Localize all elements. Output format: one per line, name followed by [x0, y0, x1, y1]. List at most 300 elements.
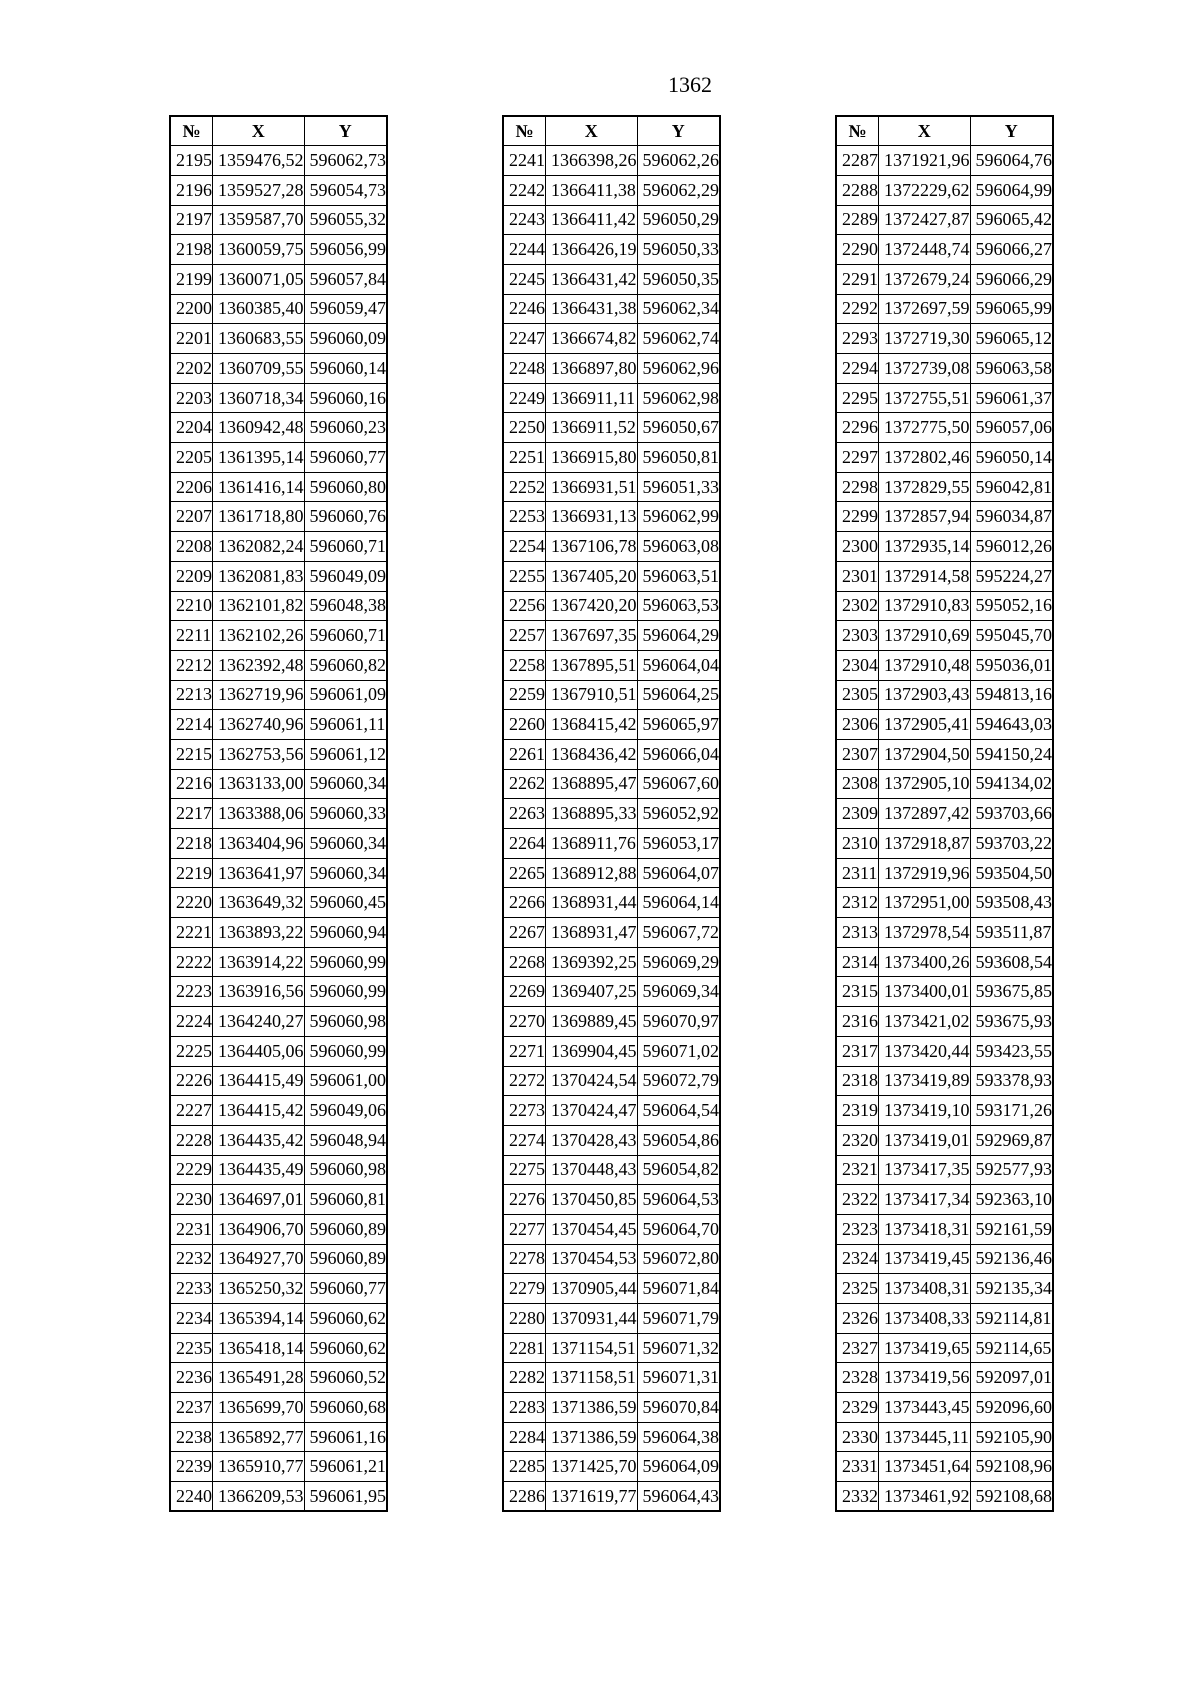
x-coordinate-cell: 1366209,53	[213, 1482, 305, 1512]
x-coordinate-cell: 1368931,47	[546, 918, 638, 948]
point-number-cell: 2258	[503, 650, 546, 680]
y-coordinate-cell: 596064,04	[637, 650, 720, 680]
y-coordinate-cell: 596060,45	[304, 888, 387, 918]
point-number-cell: 2307	[836, 739, 879, 769]
y-coordinate-cell: 596060,16	[304, 383, 387, 413]
point-number-cell: 2257	[503, 621, 546, 651]
table-row	[170, 1393, 387, 1423]
x-coordinate-cell: 1364906,70	[213, 1214, 305, 1244]
x-coordinate-cell: 1367697,35	[546, 621, 638, 651]
y-coordinate-cell: 596060,81	[304, 1185, 387, 1215]
y-coordinate-cell: 596050,29	[637, 205, 720, 235]
point-number-cell: 2273	[503, 1096, 546, 1126]
point-number-cell: 2290	[836, 235, 879, 265]
table-row	[836, 1482, 1053, 1512]
x-coordinate-cell: 1373443,45	[879, 1393, 971, 1423]
table-row	[503, 383, 720, 413]
x-coordinate-cell: 1373419,10	[879, 1096, 971, 1126]
y-coordinate-cell: 592114,65	[970, 1333, 1053, 1363]
x-coordinate-cell: 1364405,06	[213, 1036, 305, 1066]
x-coordinate-cell: 1364415,49	[213, 1066, 305, 1096]
point-number-cell: 2308	[836, 769, 879, 799]
y-coordinate-cell: 596054,86	[637, 1125, 720, 1155]
x-coordinate-cell: 1373461,92	[879, 1482, 971, 1512]
point-number-cell: 2215	[170, 739, 213, 769]
table-row	[836, 1244, 1053, 1274]
x-coordinate-cell: 1373451,64	[879, 1452, 971, 1482]
y-coordinate-cell: 592114,81	[970, 1304, 1053, 1334]
point-number-cell: 2275	[503, 1155, 546, 1185]
point-number-cell: 2217	[170, 799, 213, 829]
point-number-cell: 2197	[170, 205, 213, 235]
y-coordinate-cell: 596060,89	[304, 1214, 387, 1244]
table-row	[503, 1066, 720, 1096]
point-number-cell: 2240	[170, 1482, 213, 1512]
point-number-cell: 2268	[503, 947, 546, 977]
point-number-cell: 2266	[503, 888, 546, 918]
table-row	[503, 1125, 720, 1155]
table-row	[503, 739, 720, 769]
x-coordinate-cell: 1372951,00	[879, 888, 971, 918]
table-row	[503, 175, 720, 205]
column-header-number: №	[503, 116, 546, 146]
x-coordinate-cell: 1372857,94	[879, 502, 971, 532]
y-coordinate-cell: 596064,25	[637, 680, 720, 710]
table-row	[836, 324, 1053, 354]
y-coordinate-cell: 596064,76	[970, 146, 1053, 176]
table-row	[503, 858, 720, 888]
table-row	[836, 502, 1053, 532]
y-coordinate-cell: 596060,99	[304, 947, 387, 977]
header-row	[836, 116, 1053, 146]
x-coordinate-cell: 1370428,43	[546, 1125, 638, 1155]
y-coordinate-cell: 596071,84	[637, 1274, 720, 1304]
x-coordinate-cell: 1372755,51	[879, 383, 971, 413]
x-coordinate-cell: 1372904,50	[879, 739, 971, 769]
point-number-cell: 2279	[503, 1274, 546, 1304]
x-coordinate-cell: 1370448,43	[546, 1155, 638, 1185]
point-number-cell: 2282	[503, 1363, 546, 1393]
column-header-x: X	[879, 116, 971, 146]
point-number-cell: 2330	[836, 1422, 879, 1452]
x-coordinate-cell: 1362719,96	[213, 680, 305, 710]
table-row	[836, 443, 1053, 473]
x-coordinate-cell: 1372905,10	[879, 769, 971, 799]
x-coordinate-cell: 1373419,01	[879, 1125, 971, 1155]
x-coordinate-cell: 1362102,26	[213, 621, 305, 651]
table-row	[836, 354, 1053, 384]
table-row	[836, 1363, 1053, 1393]
y-coordinate-cell: 596051,33	[637, 472, 720, 502]
table-row	[170, 680, 387, 710]
y-coordinate-cell: 596049,06	[304, 1096, 387, 1126]
table-row	[170, 710, 387, 740]
x-coordinate-cell: 1362753,56	[213, 739, 305, 769]
x-coordinate-cell: 1372448,74	[879, 235, 971, 265]
table-row	[503, 829, 720, 859]
y-coordinate-cell: 596062,26	[637, 146, 720, 176]
x-coordinate-cell: 1372919,96	[879, 858, 971, 888]
x-coordinate-cell: 1368931,44	[546, 888, 638, 918]
table-row	[836, 1393, 1053, 1423]
x-coordinate-cell: 1360071,05	[213, 264, 305, 294]
y-coordinate-cell: 596071,31	[637, 1363, 720, 1393]
table-row	[503, 918, 720, 948]
y-coordinate-cell: 596048,94	[304, 1125, 387, 1155]
y-coordinate-cell: 596064,07	[637, 858, 720, 888]
y-coordinate-cell: 592969,87	[970, 1125, 1053, 1155]
x-coordinate-cell: 1366897,80	[546, 354, 638, 384]
table-row	[503, 1036, 720, 1066]
x-coordinate-cell: 1369904,45	[546, 1036, 638, 1066]
y-coordinate-cell: 596070,84	[637, 1393, 720, 1423]
table-row	[836, 205, 1053, 235]
table-row	[170, 1304, 387, 1334]
y-coordinate-cell: 596059,47	[304, 294, 387, 324]
y-coordinate-cell: 596063,51	[637, 561, 720, 591]
y-coordinate-cell: 596060,98	[304, 1155, 387, 1185]
x-coordinate-cell: 1367895,51	[546, 650, 638, 680]
table-row	[170, 1096, 387, 1126]
y-coordinate-cell: 596052,92	[637, 799, 720, 829]
y-coordinate-cell: 596060,77	[304, 1274, 387, 1304]
table-row	[170, 354, 387, 384]
y-coordinate-cell: 596063,53	[637, 591, 720, 621]
x-coordinate-cell: 1370424,47	[546, 1096, 638, 1126]
table-row	[170, 621, 387, 651]
table-row	[836, 532, 1053, 562]
table-row	[503, 888, 720, 918]
x-coordinate-cell: 1373445,11	[879, 1422, 971, 1452]
point-number-cell: 2291	[836, 264, 879, 294]
table-row	[503, 1185, 720, 1215]
table-row	[836, 918, 1053, 948]
point-number-cell: 2265	[503, 858, 546, 888]
point-number-cell: 2276	[503, 1185, 546, 1215]
y-coordinate-cell: 596056,99	[304, 235, 387, 265]
point-number-cell: 2262	[503, 769, 546, 799]
x-coordinate-cell: 1363914,22	[213, 947, 305, 977]
y-coordinate-cell: 595224,27	[970, 561, 1053, 591]
table-row	[836, 799, 1053, 829]
y-coordinate-cell: 596050,14	[970, 443, 1053, 473]
table-row	[836, 235, 1053, 265]
point-number-cell: 2246	[503, 294, 546, 324]
y-coordinate-cell: 596065,12	[970, 324, 1053, 354]
x-coordinate-cell: 1372427,87	[879, 205, 971, 235]
table-row	[503, 235, 720, 265]
point-number-cell: 2220	[170, 888, 213, 918]
y-coordinate-cell: 596065,99	[970, 294, 1053, 324]
point-number-cell: 2298	[836, 472, 879, 502]
y-coordinate-cell: 596060,62	[304, 1304, 387, 1334]
table-row	[503, 1482, 720, 1512]
x-coordinate-cell: 1368895,47	[546, 769, 638, 799]
coordinate-table-3	[835, 115, 1054, 1512]
column-header-x: X	[213, 116, 305, 146]
y-coordinate-cell: 593171,26	[970, 1096, 1053, 1126]
table-row	[503, 146, 720, 176]
point-number-cell: 2281	[503, 1333, 546, 1363]
table-row	[836, 146, 1053, 176]
y-coordinate-cell: 596063,58	[970, 354, 1053, 384]
table-row	[170, 1155, 387, 1185]
column-header-y: Y	[637, 116, 720, 146]
point-number-cell: 2271	[503, 1036, 546, 1066]
x-coordinate-cell: 1373417,35	[879, 1155, 971, 1185]
point-number-cell: 2254	[503, 532, 546, 562]
table-row	[836, 591, 1053, 621]
x-coordinate-cell: 1360942,48	[213, 413, 305, 443]
x-coordinate-cell: 1363893,22	[213, 918, 305, 948]
y-coordinate-cell: 596064,43	[637, 1482, 720, 1512]
y-coordinate-cell: 596062,34	[637, 294, 720, 324]
table-row	[503, 680, 720, 710]
point-number-cell: 2311	[836, 858, 879, 888]
point-number-cell: 2236	[170, 1363, 213, 1393]
table-row	[836, 1036, 1053, 1066]
x-coordinate-cell: 1373421,02	[879, 1007, 971, 1037]
table-row	[170, 383, 387, 413]
table-row	[836, 561, 1053, 591]
x-coordinate-cell: 1365491,28	[213, 1363, 305, 1393]
y-coordinate-cell: 596069,34	[637, 977, 720, 1007]
table-row	[503, 443, 720, 473]
y-coordinate-cell: 596063,08	[637, 532, 720, 562]
x-coordinate-cell: 1366911,52	[546, 413, 638, 443]
point-number-cell: 2230	[170, 1185, 213, 1215]
column-header-number: №	[170, 116, 213, 146]
point-number-cell: 2201	[170, 324, 213, 354]
table-row	[836, 621, 1053, 651]
y-coordinate-cell: 593608,54	[970, 947, 1053, 977]
point-number-cell: 2323	[836, 1214, 879, 1244]
x-coordinate-cell: 1360718,34	[213, 383, 305, 413]
x-coordinate-cell: 1372802,46	[879, 443, 971, 473]
table-row	[503, 1333, 720, 1363]
y-coordinate-cell: 596064,29	[637, 621, 720, 651]
point-number-cell: 2247	[503, 324, 546, 354]
table-row	[170, 443, 387, 473]
point-number-cell: 2313	[836, 918, 879, 948]
x-coordinate-cell: 1373420,44	[879, 1036, 971, 1066]
table-row	[836, 829, 1053, 859]
point-number-cell: 2196	[170, 175, 213, 205]
point-number-cell: 2218	[170, 829, 213, 859]
header-row	[170, 116, 387, 146]
x-coordinate-cell: 1366411,42	[546, 205, 638, 235]
point-number-cell: 2296	[836, 413, 879, 443]
y-coordinate-cell: 596060,71	[304, 621, 387, 651]
x-coordinate-cell: 1366431,38	[546, 294, 638, 324]
point-number-cell: 2312	[836, 888, 879, 918]
x-coordinate-cell: 1371425,70	[546, 1452, 638, 1482]
point-number-cell: 2304	[836, 650, 879, 680]
y-coordinate-cell: 596071,02	[637, 1036, 720, 1066]
table-row	[170, 829, 387, 859]
point-number-cell: 2208	[170, 532, 213, 562]
x-coordinate-cell: 1364435,42	[213, 1125, 305, 1155]
table-row	[170, 175, 387, 205]
table-row	[170, 769, 387, 799]
point-number-cell: 2261	[503, 739, 546, 769]
point-number-cell: 2199	[170, 264, 213, 294]
x-coordinate-cell: 1366931,51	[546, 472, 638, 502]
y-coordinate-cell: 596064,14	[637, 888, 720, 918]
point-number-cell: 2224	[170, 1007, 213, 1037]
table-row	[503, 264, 720, 294]
y-coordinate-cell: 596066,27	[970, 235, 1053, 265]
table-row	[836, 680, 1053, 710]
x-coordinate-cell: 1366426,19	[546, 235, 638, 265]
y-coordinate-cell: 596054,82	[637, 1155, 720, 1185]
x-coordinate-cell: 1371921,96	[879, 146, 971, 176]
point-number-cell: 2222	[170, 947, 213, 977]
y-coordinate-cell: 596060,14	[304, 354, 387, 384]
x-coordinate-cell: 1362101,82	[213, 591, 305, 621]
point-number-cell: 2269	[503, 977, 546, 1007]
table-row	[170, 1185, 387, 1215]
table-row	[503, 977, 720, 1007]
x-coordinate-cell: 1363916,56	[213, 977, 305, 1007]
x-coordinate-cell: 1363649,32	[213, 888, 305, 918]
y-coordinate-cell: 596060,62	[304, 1333, 387, 1363]
y-coordinate-cell: 596061,12	[304, 739, 387, 769]
x-coordinate-cell: 1370454,45	[546, 1214, 638, 1244]
y-coordinate-cell: 596060,71	[304, 532, 387, 562]
y-coordinate-cell: 596070,97	[637, 1007, 720, 1037]
point-number-cell: 2243	[503, 205, 546, 235]
y-coordinate-cell: 592135,34	[970, 1274, 1053, 1304]
point-number-cell: 2325	[836, 1274, 879, 1304]
y-coordinate-cell: 596049,09	[304, 561, 387, 591]
x-coordinate-cell: 1364927,70	[213, 1244, 305, 1274]
x-coordinate-cell: 1361395,14	[213, 443, 305, 473]
table-row	[170, 472, 387, 502]
y-coordinate-cell: 596061,37	[970, 383, 1053, 413]
table-row	[170, 1007, 387, 1037]
y-coordinate-cell: 596055,32	[304, 205, 387, 235]
x-coordinate-cell: 1372910,69	[879, 621, 971, 651]
x-coordinate-cell: 1362740,96	[213, 710, 305, 740]
y-coordinate-cell: 596060,52	[304, 1363, 387, 1393]
point-number-cell: 2204	[170, 413, 213, 443]
table-row	[170, 294, 387, 324]
y-coordinate-cell: 596065,42	[970, 205, 1053, 235]
point-number-cell: 2225	[170, 1036, 213, 1066]
x-coordinate-cell: 1362082,24	[213, 532, 305, 562]
y-coordinate-cell: 592136,46	[970, 1244, 1053, 1274]
point-number-cell: 2332	[836, 1482, 879, 1512]
point-number-cell: 2309	[836, 799, 879, 829]
table-row	[170, 799, 387, 829]
y-coordinate-cell: 593511,87	[970, 918, 1053, 948]
point-number-cell: 2322	[836, 1185, 879, 1215]
y-coordinate-cell: 593675,85	[970, 977, 1053, 1007]
x-coordinate-cell: 1361416,14	[213, 472, 305, 502]
table-row	[170, 1482, 387, 1512]
column-header-y: Y	[304, 116, 387, 146]
table-row	[503, 205, 720, 235]
table-row	[836, 1185, 1053, 1215]
x-coordinate-cell: 1366431,42	[546, 264, 638, 294]
x-coordinate-cell: 1366911,11	[546, 383, 638, 413]
table-row	[836, 769, 1053, 799]
point-number-cell: 2213	[170, 680, 213, 710]
x-coordinate-cell: 1365418,14	[213, 1333, 305, 1363]
table-row	[170, 1036, 387, 1066]
x-coordinate-cell: 1371154,51	[546, 1333, 638, 1363]
y-coordinate-cell: 592105,90	[970, 1422, 1053, 1452]
point-number-cell: 2283	[503, 1393, 546, 1423]
point-number-cell: 2272	[503, 1066, 546, 1096]
x-coordinate-cell: 1372935,14	[879, 532, 971, 562]
y-coordinate-cell: 596064,53	[637, 1185, 720, 1215]
x-coordinate-cell: 1370450,85	[546, 1185, 638, 1215]
x-coordinate-cell: 1372775,50	[879, 413, 971, 443]
x-coordinate-cell: 1366674,82	[546, 324, 638, 354]
y-coordinate-cell: 592363,10	[970, 1185, 1053, 1215]
x-coordinate-cell: 1370905,44	[546, 1274, 638, 1304]
table-row	[170, 1214, 387, 1244]
y-coordinate-cell: 596065,97	[637, 710, 720, 740]
y-coordinate-cell: 596066,29	[970, 264, 1053, 294]
y-coordinate-cell: 596060,77	[304, 443, 387, 473]
table-row	[503, 1422, 720, 1452]
table-row	[503, 1007, 720, 1037]
y-coordinate-cell: 596061,11	[304, 710, 387, 740]
table-row	[836, 175, 1053, 205]
y-coordinate-cell: 596060,68	[304, 1393, 387, 1423]
table-row	[503, 413, 720, 443]
y-coordinate-cell: 596071,79	[637, 1304, 720, 1334]
y-coordinate-cell: 596053,17	[637, 829, 720, 859]
column-header-y: Y	[970, 116, 1053, 146]
x-coordinate-cell: 1372905,41	[879, 710, 971, 740]
point-number-cell: 2324	[836, 1244, 879, 1274]
point-number-cell: 2232	[170, 1244, 213, 1274]
table-row	[836, 1333, 1053, 1363]
point-number-cell: 2223	[170, 977, 213, 1007]
table-row	[836, 264, 1053, 294]
x-coordinate-cell: 1372697,59	[879, 294, 971, 324]
x-coordinate-cell: 1372829,55	[879, 472, 971, 502]
point-number-cell: 2198	[170, 235, 213, 265]
table-row	[503, 710, 720, 740]
point-number-cell: 2300	[836, 532, 879, 562]
x-coordinate-cell: 1370454,53	[546, 1244, 638, 1274]
point-number-cell: 2209	[170, 561, 213, 591]
y-coordinate-cell: 592577,93	[970, 1155, 1053, 1185]
y-coordinate-cell: 596067,72	[637, 918, 720, 948]
y-coordinate-cell: 596062,98	[637, 383, 720, 413]
y-coordinate-cell: 596060,99	[304, 977, 387, 1007]
table-row	[503, 621, 720, 651]
point-number-cell: 2195	[170, 146, 213, 176]
point-number-cell: 2250	[503, 413, 546, 443]
x-coordinate-cell: 1371158,51	[546, 1363, 638, 1393]
y-coordinate-cell: 596062,73	[304, 146, 387, 176]
point-number-cell: 2211	[170, 621, 213, 651]
x-coordinate-cell: 1372914,58	[879, 561, 971, 591]
y-coordinate-cell: 596062,99	[637, 502, 720, 532]
table-row	[836, 1422, 1053, 1452]
x-coordinate-cell: 1363388,06	[213, 799, 305, 829]
table-row	[170, 591, 387, 621]
x-coordinate-cell: 1366931,13	[546, 502, 638, 532]
y-coordinate-cell: 593378,93	[970, 1066, 1053, 1096]
x-coordinate-cell: 1373400,26	[879, 947, 971, 977]
